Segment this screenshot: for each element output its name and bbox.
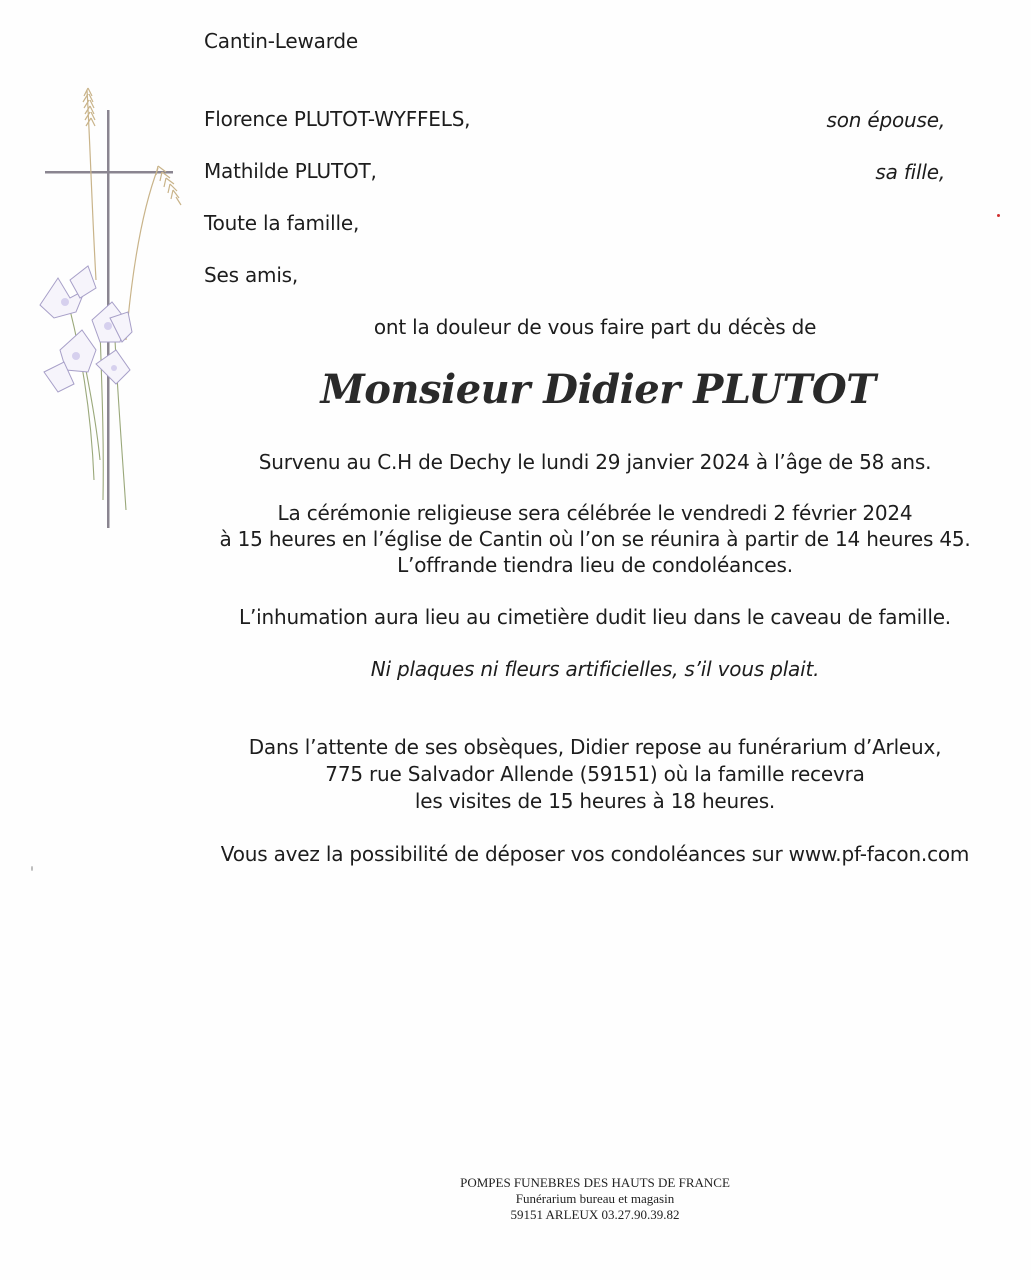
footer-address: 59151 ARLEUX 03.27.90.39.82 (510, 1207, 680, 1222)
ceremony-line: à 15 heures en l’église de Cantin où l’on se réunira à partir de 14 heures 45. (219, 527, 971, 551)
death-info: Survenu au C.H de Dechy le lundi 29 janvier 2024 à l’âge de 58 ans. (258, 450, 932, 474)
footer-company: POMPES FUNEBRES DES HAUTS DE FRANCE (460, 1175, 730, 1190)
family-member-name: Mathilde PLUTOT, (204, 159, 377, 183)
wheat-icon (83, 88, 181, 340)
ceremony-line: L’offrande tiendra lieu de condoléances. (397, 553, 793, 577)
family-member-name: Ses amis, (204, 263, 299, 287)
flowers-note: Ni plaques ni fleurs artificielles, s’il vous plait. (370, 657, 820, 681)
visits-line: les visites de 15 heures à 18 heures. (414, 789, 776, 813)
family-member-name: Toute la famille, (204, 211, 360, 235)
family-member-relation: sa fille, (875, 160, 945, 184)
condolences-info: Vous avez la possibilité de déposer vos condoléances sur www.pf-facon.com (220, 842, 970, 866)
visits-line: Dans l’attente de ses obsèques, Didier repose au funérarium d’Arleux, (248, 735, 942, 759)
scan-speck (997, 214, 1000, 217)
burial-info: L’inhumation aura lieu au cimetière dudit lieu dans le caveau de famille. (239, 605, 951, 629)
scan-speck (31, 866, 33, 871)
family-member-relation: son épouse, (826, 108, 945, 132)
family-member-name: Florence PLUTOT-WYFFELS, (204, 107, 471, 131)
location: Cantin-Lewarde (204, 29, 358, 53)
ceremony-line: La cérémonie religieuse sera célébrée le vendredi 2 février 2024 (277, 501, 913, 525)
visits-line: 775 rue Salvador Allende (59151) où la famille recevra (325, 762, 865, 786)
footer-subtitle: Funérarium bureau et magasin (515, 1191, 675, 1206)
announcement-text: ont la douleur de vous faire part du décès de (373, 315, 817, 339)
deceased-name: Monsieur Didier PLUTOT (320, 366, 876, 413)
